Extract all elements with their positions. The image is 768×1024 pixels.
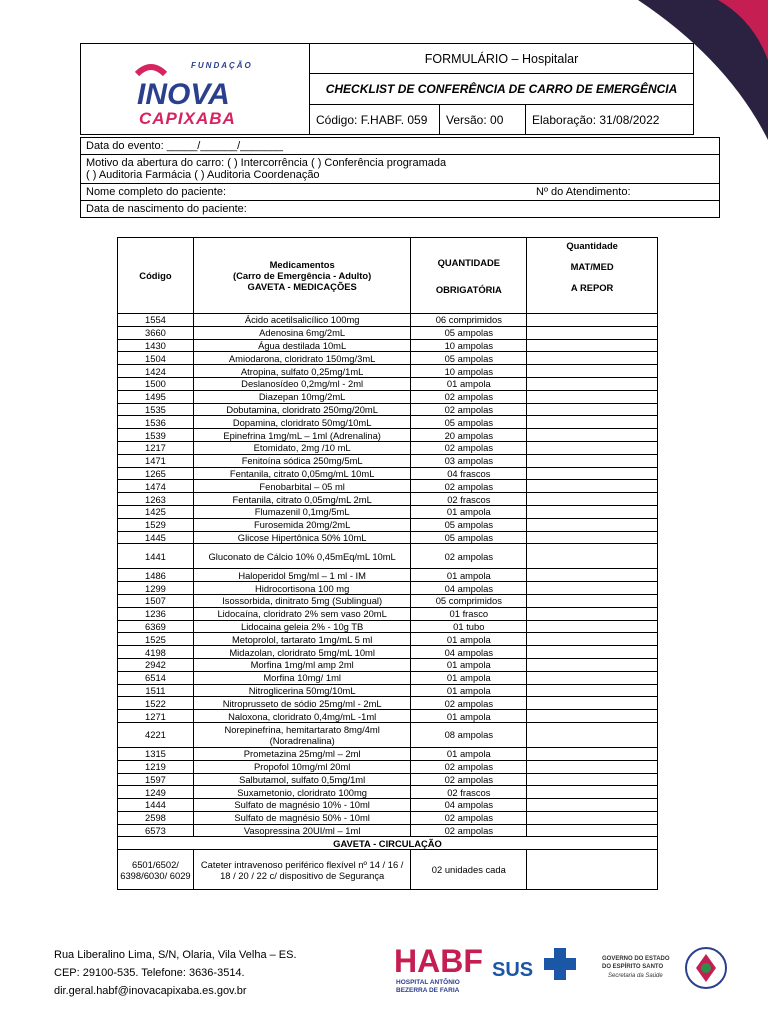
event-info-box (80, 137, 720, 218)
row-replenish-cell[interactable] (527, 620, 658, 633)
checklist-title: CHECKLIST DE CONFERÊNCIA DE CARRO DE EMERGÊNCIA (310, 74, 693, 105)
row-quantity: 08 ampolas (411, 722, 527, 747)
table-row (118, 646, 658, 659)
row-code: 1597 (118, 773, 194, 786)
footer-address (54, 946, 297, 1000)
svg-text:CAPIXABA: CAPIXABA (139, 109, 236, 128)
row-medication: Gluconato de Cálcio 10% 0,45mEq/mL 10mL (193, 544, 410, 569)
medication-table (117, 237, 658, 890)
row-replenish-cell[interactable] (527, 467, 658, 480)
row-code: 1444 (118, 799, 194, 812)
attendance-number-label: Nº do Atendimento: (536, 186, 631, 198)
svg-text:SUS: SUS (492, 959, 534, 981)
row-medication: Suxametonio, cloridrato 100mg (193, 786, 410, 799)
row-quantity: 02 ampolas (411, 773, 527, 786)
row-quantity: 02 ampolas (411, 390, 527, 403)
row-replenish-cell[interactable] (527, 454, 658, 467)
row-replenish-cell[interactable] (527, 493, 658, 506)
table-row (118, 786, 658, 799)
row-medication: Morfina 1mg/ml amp 2ml (193, 658, 410, 671)
table-row (118, 747, 658, 760)
inova-logo (81, 44, 310, 135)
row-code: 1445 (118, 531, 194, 544)
row-quantity: 02 ampolas (411, 544, 527, 569)
row-replenish-cell[interactable] (527, 429, 658, 442)
row-replenish-cell[interactable] (527, 799, 658, 812)
form-code: Código: F.HABF. 059 (310, 105, 440, 135)
row-medication: Diazepan 10mg/2mL (193, 390, 410, 403)
row-code: 2598 (118, 811, 194, 824)
row-quantity: 01 ampola (411, 569, 527, 582)
patient-name-label: Nome completo do paciente: (86, 186, 227, 198)
row-quantity: 01 ampola (411, 684, 527, 697)
row-code: 1511 (118, 684, 194, 697)
table-row (118, 594, 658, 607)
row-medication: Ácido acetilsalicílico 100mg (193, 314, 410, 327)
row-replenish-cell[interactable] (527, 390, 658, 403)
row-code: 1430 (118, 339, 194, 352)
row-quantity: 04 ampolas (411, 646, 527, 659)
row-quantity: 02 ampolas (411, 811, 527, 824)
row-quantity: 02 ampolas (411, 441, 527, 454)
row-code: 1554 (118, 314, 194, 327)
row-code: 1271 (118, 710, 194, 723)
table-row (118, 607, 658, 620)
row-replenish-cell[interactable] (527, 339, 658, 352)
reason-line-1: Motivo da abertura do carro: ( ) Intercorrência ( ) Conferência programada (86, 157, 447, 169)
reason-field[interactable] (81, 155, 719, 184)
table-row (118, 671, 658, 684)
table-row (118, 760, 658, 773)
row-code: 1535 (118, 403, 194, 416)
row-quantity: 01 tubo (411, 620, 527, 633)
row-medication: Adenosina 6mg/2mL (193, 326, 410, 339)
document-header (80, 43, 694, 135)
svg-text:Secretaria da Saúde: Secretaria da Saúde (608, 973, 663, 979)
row-code: 1504 (118, 352, 194, 365)
row-replenish-cell[interactable] (527, 710, 658, 723)
row-replenish-cell[interactable] (527, 607, 658, 620)
table-row (118, 697, 658, 710)
table-row (118, 658, 658, 671)
table-row (118, 352, 658, 365)
row-replenish-cell[interactable] (527, 760, 658, 773)
col-replenish-header: Quantidade MAT/MED A REPOR (527, 238, 658, 314)
row-quantity: 04 ampolas (411, 582, 527, 595)
row-replenish-cell[interactable] (527, 722, 658, 747)
row-quantity: 05 comprimidos (411, 594, 527, 607)
col-medication-header: Medicamentos (Carro de Emergência - Adulto) GAVETA - MEDICAÇÕES (193, 238, 410, 314)
row-code: 1236 (118, 607, 194, 620)
row-medication: Sulfato de magnésio 50% - 10ml (193, 811, 410, 824)
table-row (118, 339, 658, 352)
row-medication: Nitroprusseto de sódio 25mg/ml - 2mL (193, 697, 410, 710)
habf-logo (394, 943, 483, 994)
row-replenish-cell[interactable] (527, 416, 658, 429)
table-row (118, 722, 658, 747)
table-header-row (118, 238, 658, 314)
row-replenish-cell[interactable] (527, 377, 658, 390)
row-replenish-cell[interactable] (527, 352, 658, 365)
row-code: 6573 (118, 824, 194, 837)
patient-name-row[interactable] (81, 184, 719, 201)
row-quantity: 10 ampolas (411, 365, 527, 378)
table-row (118, 429, 658, 442)
row-replenish-cell[interactable] (527, 633, 658, 646)
svg-text:HABF: HABF (394, 943, 483, 979)
row-quantity: 05 ampolas (411, 352, 527, 365)
row-quantity: 02 ampolas (411, 824, 527, 837)
row-replenish-cell[interactable] (527, 594, 658, 607)
row-quantity: 05 ampolas (411, 416, 527, 429)
row-medication: Fenitoína sódica 250mg/5mL (193, 454, 410, 467)
footer-email-line: dir.geral.habf@inovacapixaba.es.gov.br (54, 985, 247, 997)
row-medication: Vasopressina 20UI/ml – 1ml (193, 824, 410, 837)
birth-date-field[interactable]: Data de nascimento do paciente: (86, 203, 247, 215)
row-replenish-cell[interactable] (527, 811, 658, 824)
row-medication: Nitroglicerina 50mg/10mL (193, 684, 410, 697)
row-code: 1507 (118, 594, 194, 607)
row-code: 1424 (118, 365, 194, 378)
row-quantity: 02 ampolas (411, 403, 527, 416)
row-medication: Metoprolol, tartarato 1mg/mL 5 ml (193, 633, 410, 646)
row-medication: Morfina 10mg/ 1ml (193, 671, 410, 684)
row-medication: Fentanila, citrato 0,05mg/mL 2mL (193, 493, 410, 506)
row-quantity: 01 ampola (411, 710, 527, 723)
row-quantity: 06 comprimidos (411, 314, 527, 327)
row-medication: Cateter intravenoso periférico flexível nº 14 / 16 / 18 / 20 / 22 c/ dispositivo de Segurança (193, 850, 410, 890)
row-medication: Água destilada 10mL (193, 339, 410, 352)
row-code: 1522 (118, 697, 194, 710)
table-row (118, 531, 658, 544)
row-medication: Isossorbida, dinitrato 5mg (Sublingual) (193, 594, 410, 607)
row-medication: Dopamina, cloridrato 50mg/10mL (193, 416, 410, 429)
table-row (118, 365, 658, 378)
svg-text:GOVERNO DO ESTADO: GOVERNO DO ESTADO (602, 956, 670, 962)
form-meta-row (310, 105, 693, 135)
row-quantity: 01 ampola (411, 671, 527, 684)
row-code: 1299 (118, 582, 194, 595)
row-replenish-cell[interactable] (527, 582, 658, 595)
row-quantity: 02 ampolas (411, 480, 527, 493)
row-code: 4221 (118, 722, 194, 747)
row-quantity: 10 ampolas (411, 339, 527, 352)
row-code: 1263 (118, 493, 194, 506)
table-row (118, 811, 658, 824)
row-medication: Salbutamol, sulfato 0,5mg/1ml (193, 773, 410, 786)
row-medication: Furosemida 20mg/2mL (193, 518, 410, 531)
row-medication: Amiodarona, cloridrato 150mg/3mL (193, 352, 410, 365)
row-quantity: 20 ampolas (411, 429, 527, 442)
row-medication: Norepinefrina, hemitartarato 8mg/4ml (Noradrenalina) (193, 722, 410, 747)
row-code: 2942 (118, 658, 194, 671)
row-quantity: 02 frascos (411, 493, 527, 506)
table-row (118, 467, 658, 480)
row-quantity: 03 ampolas (411, 454, 527, 467)
footer-logos (394, 938, 734, 998)
row-code: 1265 (118, 467, 194, 480)
row-code: 1495 (118, 390, 194, 403)
row-code: 1474 (118, 480, 194, 493)
col-code-header: Código (118, 238, 194, 314)
row-medication: Propofol 10mg/ml 20ml (193, 760, 410, 773)
row-quantity: 01 ampola (411, 747, 527, 760)
table-row (118, 454, 658, 467)
row-replenish-cell[interactable] (527, 365, 658, 378)
row-quantity: 02 ampolas (411, 697, 527, 710)
row-code: 1539 (118, 429, 194, 442)
table-row (118, 684, 658, 697)
table-row (118, 582, 658, 595)
row-code: 3660 (118, 326, 194, 339)
table-row (118, 850, 658, 890)
row-code: 1536 (118, 416, 194, 429)
table-row (118, 403, 658, 416)
row-replenish-cell[interactable] (527, 684, 658, 697)
row-replenish-cell[interactable] (527, 518, 658, 531)
form-elaboration-date: Elaboração: 31/08/2022 (532, 113, 660, 127)
row-medication: Midazolan, cloridrato 5mg/mL 10ml (193, 646, 410, 659)
col-quantity-header: QUANTIDADE OBRIGATÓRIA (411, 238, 527, 314)
table-row (118, 480, 658, 493)
table-row (118, 441, 658, 454)
table-row (118, 416, 658, 429)
row-medication: Fenobarbital – 05 ml (193, 480, 410, 493)
row-replenish-cell[interactable] (527, 531, 658, 544)
row-replenish-cell[interactable] (527, 314, 658, 327)
row-medication: Haloperidol 5mg/ml – 1 ml - IM (193, 569, 410, 582)
table-row (118, 710, 658, 723)
table-row (118, 314, 658, 327)
row-medication: Glicose Hipertônica 50% 10mL (193, 531, 410, 544)
row-medication: Epinefrina 1mg/mL – 1ml (Adrenalina) (193, 429, 410, 442)
row-quantity: 04 ampolas (411, 799, 527, 812)
government-logo (602, 948, 726, 988)
table-row (118, 544, 658, 569)
row-code: 6514 (118, 671, 194, 684)
row-code: 1471 (118, 454, 194, 467)
row-code: 1425 (118, 505, 194, 518)
row-medication: Lidocaina geleia 2% - 10g TB (193, 620, 410, 633)
row-medication: Prometazina 25mg/ml – 2ml (193, 747, 410, 760)
section-circulacao-title: GAVETA - CIRCULAÇÃO (118, 837, 658, 850)
row-code: 1219 (118, 760, 194, 773)
svg-text:DO ESPÍRITO SANTO: DO ESPÍRITO SANTO (602, 964, 664, 970)
form-title: FORMULÁRIO – Hospitalar (310, 44, 693, 74)
row-replenish-cell[interactable] (527, 697, 658, 710)
table-row (118, 799, 658, 812)
row-medication: Flumazenil 0,1mg/5mL (193, 505, 410, 518)
row-medication: Deslanosídeo 0,2mg/ml - 2ml (193, 377, 410, 390)
row-replenish-cell[interactable] (527, 403, 658, 416)
table-row (118, 633, 658, 646)
svg-text:FUNDAÇÃO: FUNDAÇÃO (191, 61, 253, 70)
row-medication: Naloxona, cloridrato 0,4mg/mL -1ml (193, 710, 410, 723)
svg-text:INOVA: INOVA (137, 78, 230, 111)
table-row (118, 620, 658, 633)
row-replenish-cell[interactable] (527, 569, 658, 582)
row-quantity: 02 ampolas (411, 760, 527, 773)
row-quantity: 04 frascos (411, 467, 527, 480)
row-replenish-cell[interactable] (527, 326, 658, 339)
row-medication: Dobutamina, cloridrato 250mg/20mL (193, 403, 410, 416)
row-code: 6369 (118, 620, 194, 633)
row-quantity: 01 ampola (411, 377, 527, 390)
row-replenish-cell[interactable] (527, 646, 658, 659)
footer-phone-line: CEP: 29100-535. Telefone: 3636-3514. (54, 967, 245, 979)
table-row (118, 569, 658, 582)
table-row (118, 824, 658, 837)
row-quantity: 02 frascos (411, 786, 527, 799)
row-code: 1486 (118, 569, 194, 582)
row-replenish-cell[interactable] (527, 824, 658, 837)
row-quantity: 01 ampola (411, 633, 527, 646)
row-medication: Etomidato, 2mg /10 mL (193, 441, 410, 454)
row-replenish-cell[interactable] (527, 505, 658, 518)
row-quantity: 05 ampolas (411, 531, 527, 544)
table-row (118, 390, 658, 403)
sus-logo (492, 948, 576, 981)
row-medication: Sulfato de magnésio 10% - 10ml (193, 799, 410, 812)
row-code: 6501/6502/ 6398/6030/ 6029 (118, 850, 194, 890)
row-quantity: 01 frasco (411, 607, 527, 620)
row-code: 1315 (118, 747, 194, 760)
reason-line-2: ( ) Auditoria Farmácia ( ) Auditoria Coordenação (86, 169, 320, 181)
row-code: 1529 (118, 518, 194, 531)
row-replenish-cell[interactable] (527, 441, 658, 454)
table-row (118, 377, 658, 390)
section-circulacao-row (118, 837, 658, 850)
row-replenish-cell[interactable] (527, 773, 658, 786)
row-code: 1525 (118, 633, 194, 646)
row-code: 1249 (118, 786, 194, 799)
row-medication: Lidocaína, cloridrato 2% sem vaso 20mL (193, 607, 410, 620)
svg-text:BEZERRA DE FARIA: BEZERRA DE FARIA (396, 987, 460, 994)
table-row (118, 505, 658, 518)
footer-address-line: Rua Liberalino Lima, S/N, Olaria, Vila Velha – ES. (54, 949, 297, 961)
row-replenish-cell[interactable] (527, 671, 658, 684)
row-quantity: 05 ampolas (411, 518, 527, 531)
row-replenish-cell[interactable] (527, 850, 658, 890)
row-code: 1217 (118, 441, 194, 454)
form-version: Versão: 00 (440, 105, 526, 135)
row-quantity: 01 ampola (411, 658, 527, 671)
row-medication: Hidrocortisona 100 mg (193, 582, 410, 595)
row-code: 4198 (118, 646, 194, 659)
row-quantity: 05 ampolas (411, 326, 527, 339)
row-quantity: 01 ampola (411, 505, 527, 518)
table-row (118, 518, 658, 531)
row-code: 1441 (118, 544, 194, 569)
table-row (118, 326, 658, 339)
event-date-field[interactable]: Data do evento: _____/______/_______ (81, 138, 719, 155)
row-replenish-cell[interactable] (527, 544, 658, 569)
row-quantity: 02 unidades cada (411, 850, 527, 890)
table-row (118, 493, 658, 506)
row-replenish-cell[interactable] (527, 658, 658, 671)
row-medication: Fentanila, citrato 0,05mg/mL 10mL (193, 467, 410, 480)
row-replenish-cell[interactable] (527, 480, 658, 493)
row-medication: Atropina, sulfato 0,25mg/1mL (193, 365, 410, 378)
row-code: 1500 (118, 377, 194, 390)
table-row (118, 773, 658, 786)
svg-text:HOSPITAL ANTÔNIO: HOSPITAL ANTÔNIO (396, 979, 460, 986)
row-replenish-cell[interactable] (527, 747, 658, 760)
row-replenish-cell[interactable] (527, 786, 658, 799)
